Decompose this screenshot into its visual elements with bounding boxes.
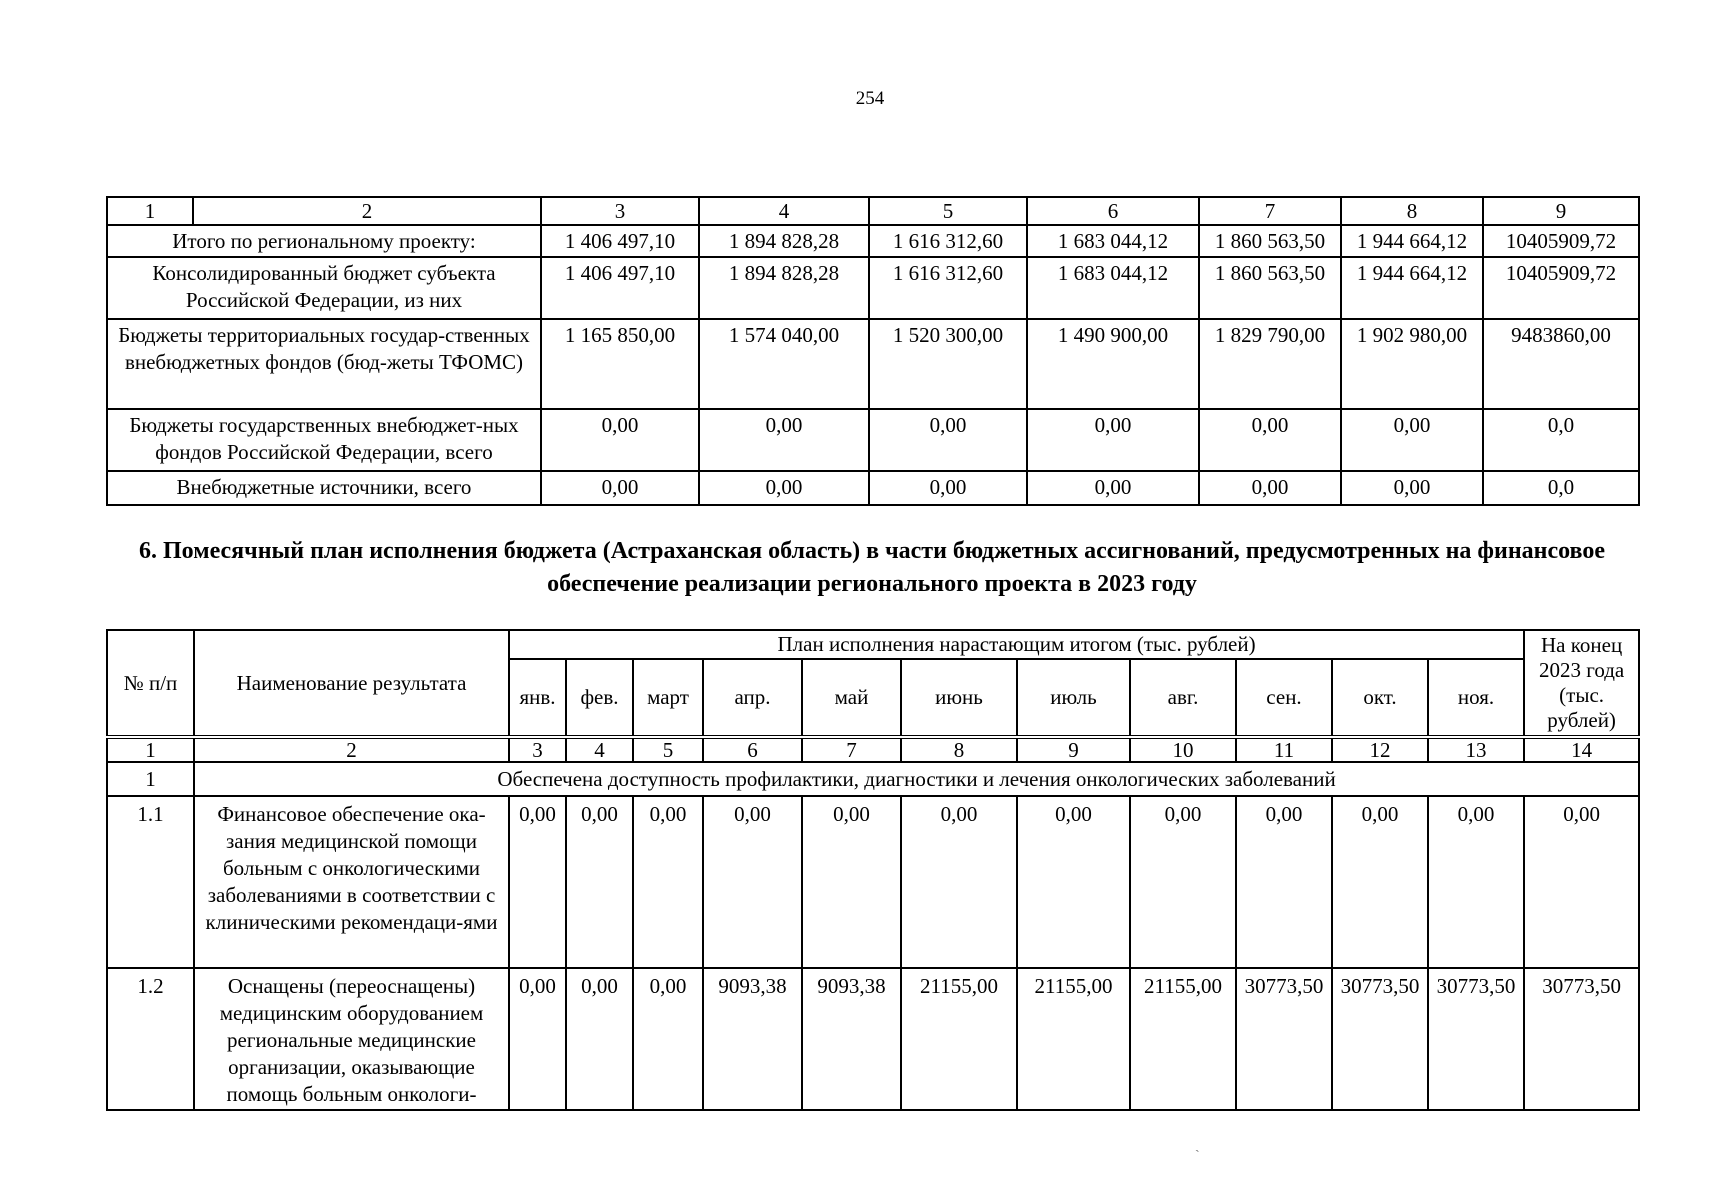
section-title: 6. Помесячный план исполнения бюджета (Астраханская область) в части бюджетных ассигнований, предусмотренных на финансовое обеспечение реализации регионального проекта в 2023 году <box>139 538 1605 597</box>
summary-value: 1 520 300,00 <box>869 319 1027 409</box>
plan-header-row <box>107 630 1639 659</box>
summary-header-cell: 1 <box>107 197 193 225</box>
result-value: 0,00 <box>703 796 802 968</box>
column-index: 2 <box>194 737 509 762</box>
summary-value: 1 490 900,00 <box>1027 319 1199 409</box>
result-value: 0,00 <box>509 968 566 1110</box>
summary-row <box>107 471 1639 505</box>
col-name-header: Наименование результата <box>194 630 509 737</box>
column-index: 13 <box>1428 737 1524 762</box>
summary-row <box>107 257 1639 319</box>
summary-header-cell: 8 <box>1341 197 1483 225</box>
summary-value: 0,00 <box>699 471 869 505</box>
result-value: 30773,50 <box>1332 968 1428 1110</box>
column-index: 3 <box>509 737 566 762</box>
result-value: 21155,00 <box>901 968 1017 1110</box>
group-row <box>107 762 1639 796</box>
result-value: 9093,38 <box>703 968 802 1110</box>
summary-value: 0,00 <box>541 471 699 505</box>
month-header: май <box>802 659 901 737</box>
summary-value: 1 406 497,10 <box>541 225 699 257</box>
group-number: 1 <box>107 762 194 796</box>
summary-value: 0,00 <box>1341 409 1483 471</box>
summary-row-name: Внебюджетные источники, всего <box>107 471 541 505</box>
result-value: 0,00 <box>802 796 901 968</box>
summary-row <box>107 319 1639 409</box>
month-header: фев. <box>566 659 633 737</box>
summary-value: 10405909,72 <box>1483 225 1639 257</box>
month-header: авг. <box>1130 659 1236 737</box>
col-number-header: № п/п <box>107 630 194 737</box>
summary-value: 0,00 <box>1027 471 1199 505</box>
summary-header-cell: 7 <box>1199 197 1341 225</box>
result-value: 0,00 <box>509 796 566 968</box>
column-index: 5 <box>633 737 703 762</box>
summary-value: 1 860 563,50 <box>1199 257 1341 319</box>
month-header: ноя. <box>1428 659 1524 737</box>
summary-value: 1 860 563,50 <box>1199 225 1341 257</box>
column-index: 10 <box>1130 737 1236 762</box>
column-index: 12 <box>1332 737 1428 762</box>
column-index: 4 <box>566 737 633 762</box>
month-header: янв. <box>509 659 566 737</box>
summary-value: 9483860,00 <box>1483 319 1639 409</box>
summary-row-name: Бюджеты государственных внебюджет-ных фондов Российской Федерации, всего <box>107 409 541 471</box>
summary-value: 1 406 497,10 <box>541 257 699 319</box>
result-value: 0,00 <box>633 968 703 1110</box>
summary-row <box>107 409 1639 471</box>
summary-value: 1 944 664,12 <box>1341 225 1483 257</box>
summary-value: 0,0 <box>1483 409 1639 471</box>
summary-header-cell: 5 <box>869 197 1027 225</box>
summary-header-cell: 2 <box>193 197 541 225</box>
month-header: март <box>633 659 703 737</box>
summary-value: 1 683 044,12 <box>1027 225 1199 257</box>
summary-value: 0,00 <box>541 409 699 471</box>
result-value: 21155,00 <box>1130 968 1236 1110</box>
month-header: июнь <box>901 659 1017 737</box>
column-index: 8 <box>901 737 1017 762</box>
column-index: 14 <box>1524 737 1639 762</box>
summary-row-name: Бюджеты территориальных государ-ственных внебюджетных фондов (бюд-жеты ТФОМС) <box>107 319 541 409</box>
column-index: 11 <box>1236 737 1332 762</box>
summary-header-cell: 3 <box>541 197 699 225</box>
column-index: 6 <box>703 737 802 762</box>
summary-header-row <box>107 197 1639 225</box>
summary-value: 1 616 312,60 <box>869 225 1027 257</box>
month-header: окт. <box>1332 659 1428 737</box>
result-row <box>107 796 1639 968</box>
result-value: 0,00 <box>1130 796 1236 968</box>
summary-header-cell: 4 <box>699 197 869 225</box>
year-end-header: На конец 2023 года (тыс. рублей) <box>1524 630 1639 737</box>
result-value: 0,00 <box>633 796 703 968</box>
result-value: 0,00 <box>566 796 633 968</box>
result-name: Финансовое обеспечение ока-зания медицинской помощи больным с онкологическими заболеваниями в соответствии с клиническими рекомендаци-ями <box>194 796 509 968</box>
result-number: 1.1 <box>107 796 194 968</box>
result-value: 0,00 <box>566 968 633 1110</box>
summary-value: 1 574 040,00 <box>699 319 869 409</box>
summary-value: 1 944 664,12 <box>1341 257 1483 319</box>
summary-value: 0,00 <box>1027 409 1199 471</box>
result-value: 0,00 <box>901 796 1017 968</box>
summary-row <box>107 225 1639 257</box>
summary-value: 1 894 828,28 <box>699 225 869 257</box>
result-value: 0,00 <box>1332 796 1428 968</box>
summary-value: 0,00 <box>1199 471 1341 505</box>
result-value: 0,00 <box>1524 796 1639 968</box>
result-value: 30773,50 <box>1428 968 1524 1110</box>
summary-value: 0,0 <box>1483 471 1639 505</box>
summary-value: 0,00 <box>699 409 869 471</box>
column-index: 1 <box>107 737 194 762</box>
summary-value: 1 616 312,60 <box>869 257 1027 319</box>
result-name: Оснащены (переоснащены) медицинским оборудованием региональные медицинские организации, оказывающие помощь больным онкологи- <box>194 968 509 1110</box>
result-value: 9093,38 <box>802 968 901 1110</box>
summary-value: 0,00 <box>1199 409 1341 471</box>
summary-value: 1 165 850,00 <box>541 319 699 409</box>
summary-value: 0,00 <box>1341 471 1483 505</box>
result-value: 0,00 <box>1017 796 1130 968</box>
summary-value: 1 894 828,28 <box>699 257 869 319</box>
monthly-plan-table <box>106 629 1640 1111</box>
summary-table <box>106 196 1640 506</box>
result-value: 30773,50 <box>1524 968 1639 1110</box>
scan-mark: ˏ <box>1195 1138 1200 1153</box>
result-number: 1.2 <box>107 968 194 1110</box>
summary-value: 1 683 044,12 <box>1027 257 1199 319</box>
column-index-row <box>107 737 1639 762</box>
month-header: апр. <box>703 659 802 737</box>
page-number: 254 <box>855 88 885 109</box>
summary-value: 1 829 790,00 <box>1199 319 1341 409</box>
plan-group-header: План исполнения нарастающим итогом (тыс. рублей) <box>509 630 1524 659</box>
summary-value: 0,00 <box>869 471 1027 505</box>
summary-value: 10405909,72 <box>1483 257 1639 319</box>
result-value: 0,00 <box>1428 796 1524 968</box>
summary-header-cell: 6 <box>1027 197 1199 225</box>
group-title: Обеспечена доступность профилактики, диагностики и лечения онкологических заболеваний <box>194 762 1639 796</box>
summary-row-name: Консолидированный бюджет субъекта Российской Федерации, из них <box>107 257 541 319</box>
result-value: 21155,00 <box>1017 968 1130 1110</box>
summary-row-name: Итого по региональному проекту: <box>107 225 541 257</box>
result-row <box>107 968 1639 1110</box>
month-header: сен. <box>1236 659 1332 737</box>
column-index: 7 <box>802 737 901 762</box>
summary-value: 0,00 <box>869 409 1027 471</box>
result-value: 30773,50 <box>1236 968 1332 1110</box>
result-value: 0,00 <box>1236 796 1332 968</box>
month-header: июль <box>1017 659 1130 737</box>
column-index: 9 <box>1017 737 1130 762</box>
summary-value: 1 902 980,00 <box>1341 319 1483 409</box>
summary-header-cell: 9 <box>1483 197 1639 225</box>
